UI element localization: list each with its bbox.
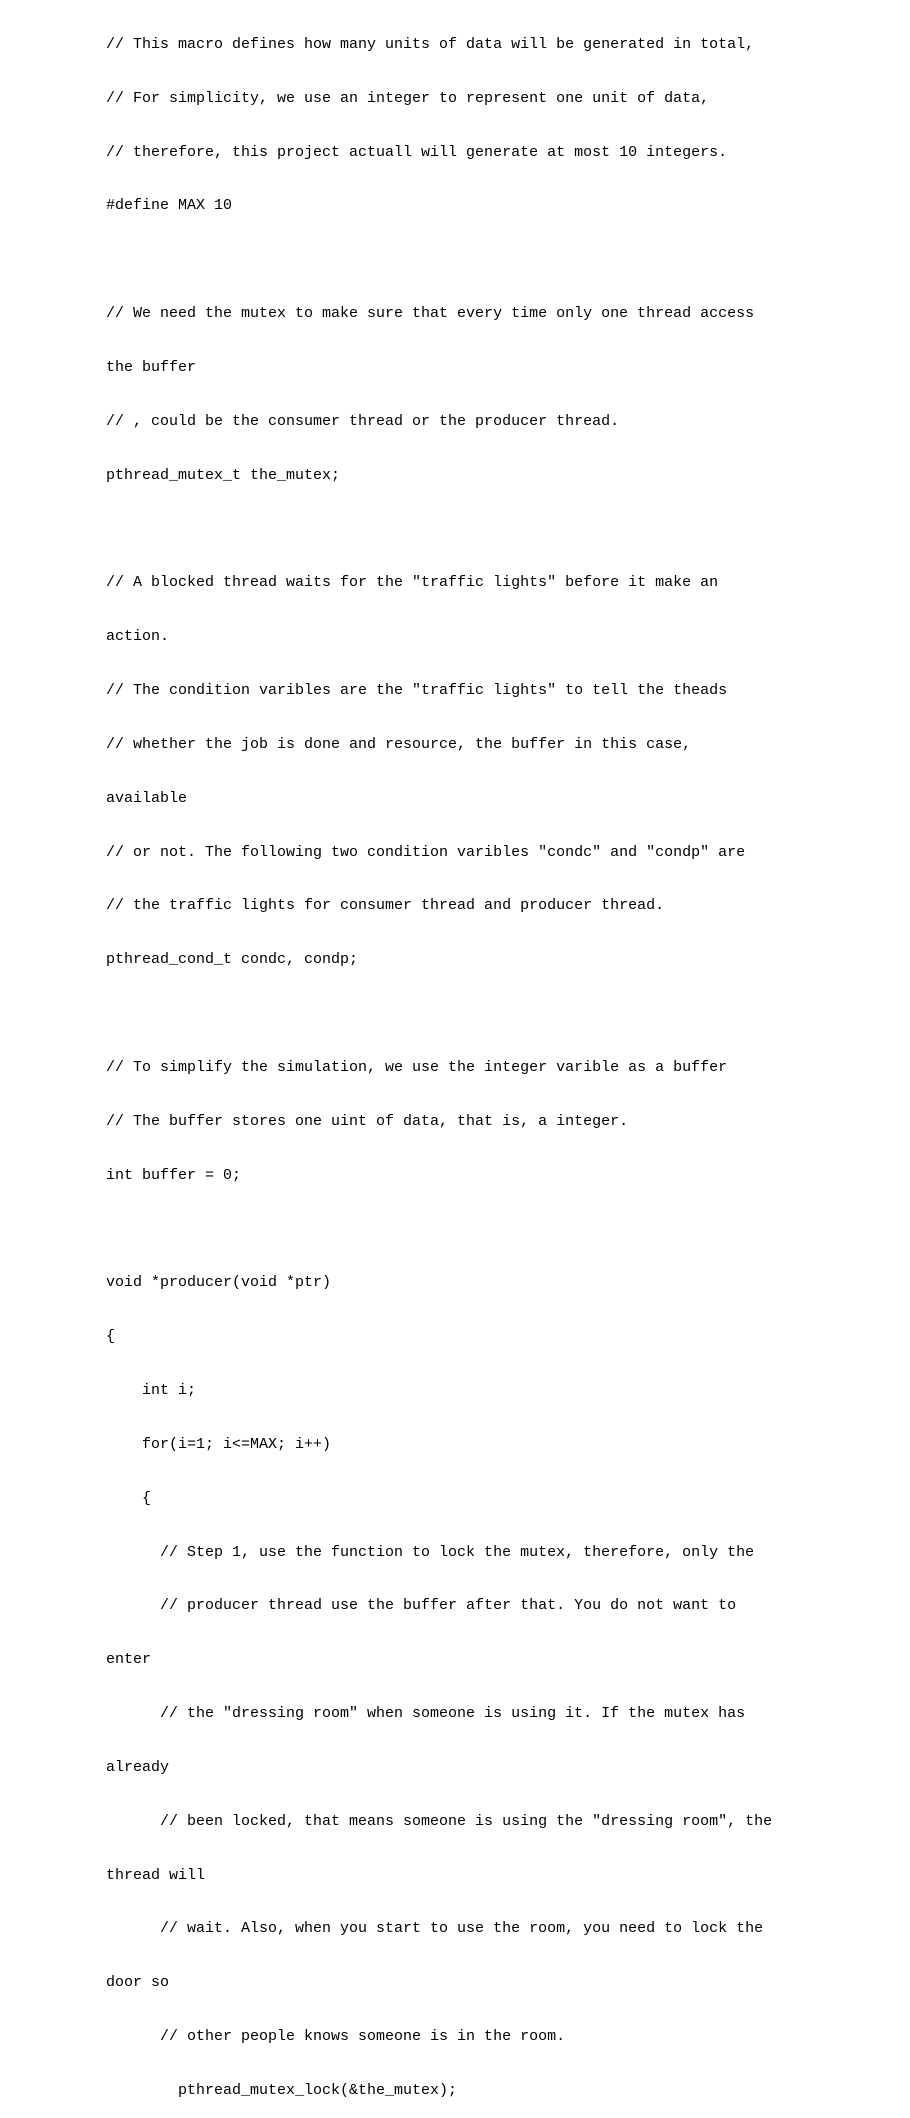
code-line	[106, 1220, 906, 1238]
code-line: already	[106, 1758, 170, 1776]
code-line: // A blocked thread waits for the "traffic lights" before it make an	[106, 574, 719, 592]
code-line: pthread_mutex_lock(&the_mutex);	[106, 2081, 458, 2099]
code-line	[106, 251, 906, 269]
code-line: action.	[106, 628, 170, 646]
code-line: pthread_cond_t condc, condp;	[106, 951, 359, 969]
code-line: // For simplicity, we use an integer to represent one unit of data,	[106, 89, 710, 107]
code-line: // This macro defines how many units of data will be generated in total,	[106, 35, 755, 53]
code-line: pthread_mutex_t the_mutex;	[106, 466, 341, 484]
code-line: enter	[106, 1651, 152, 1669]
code-listing	[106, 0, 906, 2118]
code-line	[106, 521, 906, 539]
code-line: int buffer = 0;	[106, 1166, 242, 1184]
code-line: for(i=1; i<=MAX; i++)	[106, 1435, 332, 1453]
code-line: // been locked, that means someone is using the "dressing room", the	[106, 1812, 773, 1830]
code-line	[106, 1005, 906, 1023]
code-line: // the "dressing room" when someone is using it. If the mutex has	[106, 1705, 746, 1723]
code-line: // other people knows someone is in the room.	[106, 2028, 566, 2046]
code-line: // , could be the consumer thread or the producer thread.	[106, 412, 620, 430]
code-line: available	[106, 789, 188, 807]
code-line: // The condition varibles are the "traffic lights" to tell the theads	[106, 682, 728, 700]
code-line: {	[106, 1489, 152, 1507]
code-line: // or not. The following two condition varibles "condc" and "condp" are	[106, 843, 746, 861]
code-line: // wait. Also, when you start to use the room, you need to lock the	[106, 1920, 764, 1938]
code-line: // whether the job is done and resource, the buffer in this case,	[106, 735, 692, 753]
code-line: thread will	[106, 1866, 206, 1884]
code-line: the buffer	[106, 358, 197, 376]
code-line: // The buffer stores one uint of data, that is, a integer.	[106, 1112, 629, 1130]
code-line: // therefore, this project actuall will generate at most 10 integers.	[106, 143, 728, 161]
code-line: door so	[106, 1974, 170, 1992]
code-line: // Step 1, use the function to lock the mutex, therefore, only the	[106, 1543, 755, 1561]
code-line: // We need the mutex to make sure that every time only one thread access	[106, 305, 755, 323]
code-line: #define MAX 10	[106, 197, 233, 215]
code-line: // producer thread use the buffer after that. You do not want to	[106, 1597, 737, 1615]
code-line: // To simplify the simulation, we use the integer varible as a buffer	[106, 1058, 728, 1076]
code-line: int i;	[106, 1382, 197, 1399]
code-line: void *producer(void *ptr)	[106, 1274, 332, 1292]
code-line: // the traffic lights for consumer thread and producer thread.	[106, 897, 665, 915]
code-line: {	[106, 1328, 116, 1346]
